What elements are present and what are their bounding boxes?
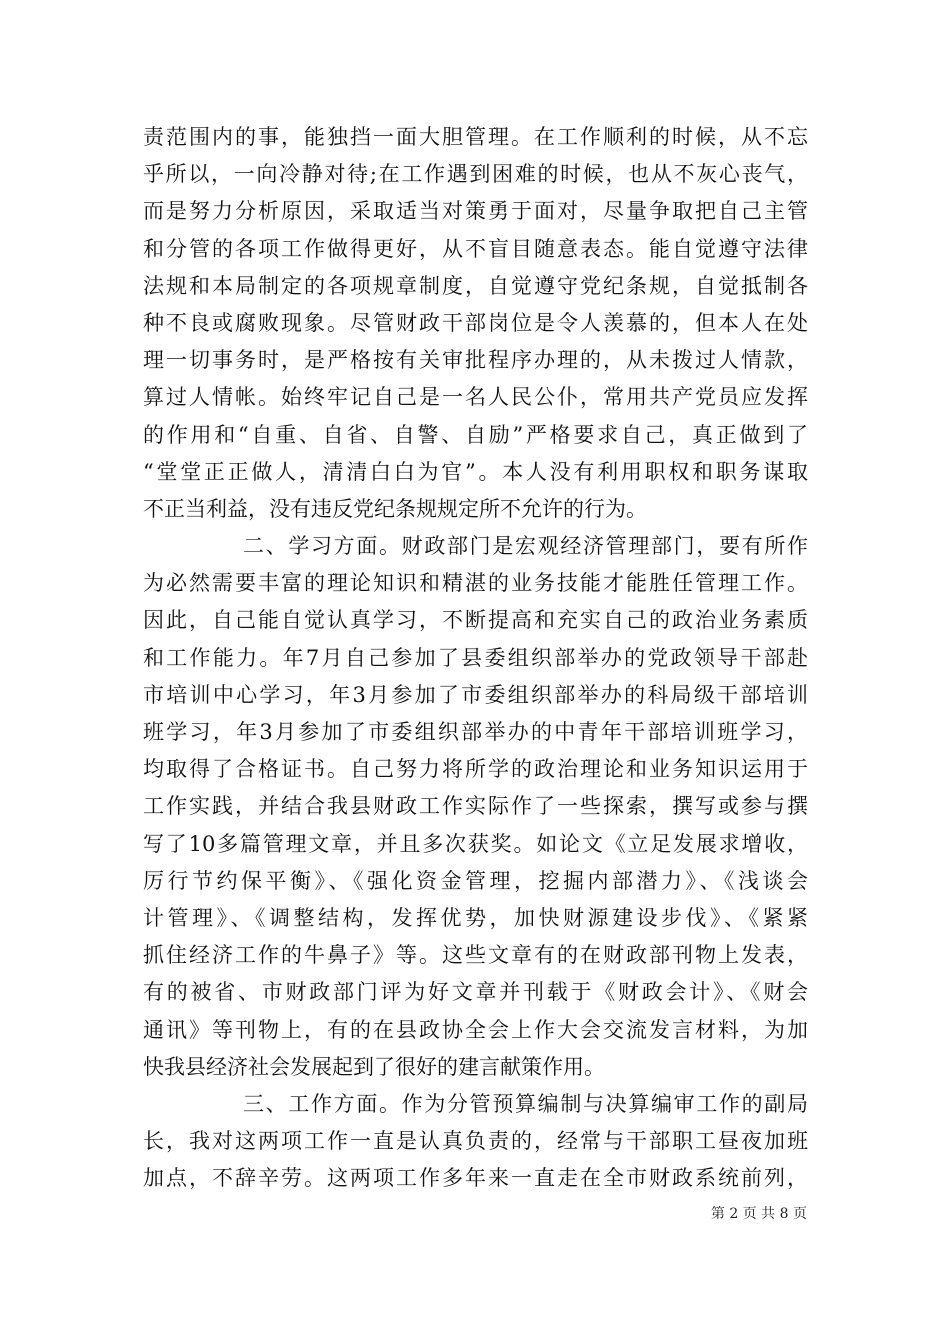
text-line: 的作用和“自重、自省、自警、自励”严格要求自己，真正做到了 [143, 422, 808, 447]
text-line: 抓住经济工作的牛鼻子》等。这些文章有的在财政部刊物上发表， [143, 943, 808, 968]
text-line: 不正当利益，没有违反党纪条规规定所不允许的行为。 [143, 496, 647, 521]
text-line: 为必然需要丰富的理论知识和精湛的业务技能才能胜任管理工作。 [143, 571, 808, 596]
text-line: 通讯》等刊物上，有的在县政协全会上作大会交流发言材料，为加 [143, 1017, 808, 1042]
text-line: 算过人情帐。始终牢记自己是一名人民公仆，常用共产党员应发挥 [143, 385, 808, 410]
text-line: 和分管的各项工作做得更好，从不盲目随意表态。能自觉遵守法律 [143, 236, 808, 261]
paragraph-1 [143, 119, 808, 528]
text-line: 长，我对这两项工作一直是认真负责的，经常与干部职工昼夜加班 [143, 1129, 808, 1154]
document-body [143, 119, 808, 1197]
text-line: 因此，自己能自觉认真学习，不断提高和充实自己的政治业务素质 [143, 608, 808, 633]
text-line: 写了10多篇管理文章，并且多次获奖。如论文《立足发展求增收， [143, 831, 808, 856]
section-heading-line: 二、学习方面。财政部门是宏观经济管理部门，要有所作 [243, 534, 808, 559]
text-line: “堂堂正正做人，清清白白为官”。本人没有利用职权和职务谋取 [143, 459, 808, 484]
text-line: 种不良或腐败现象。尽管财政干部岗位是令人羡慕的，但本人在处 [143, 310, 808, 335]
text-line: 工作实践，并结合我县财政工作实际作了一些探索，撰写或参与撰 [143, 794, 808, 819]
text-line: 加点，不辞辛劳。这两项工作多年来一直走在全市财政系统前列， [143, 1166, 808, 1191]
text-line: 班学习，年3月参加了市委组织部举办的中青年干部培训班学习， [143, 720, 808, 744]
text-line: 和工作能力。年7月自己参加了县委组织部举办的党政领导干部赴 [143, 645, 808, 670]
text-line: 而是努力分析原因，采取适当对策勇于面对，尽量争取把自己主管 [143, 199, 808, 224]
text-line: 责范围内的事，能独挡一面大胆管理。在工作顺利的时候，从不忘 [143, 125, 808, 149]
paragraph-3 [143, 1086, 808, 1198]
text-line: 理一切事务时，是严格按有关审批程序办理的，从未拨过人情款， [143, 348, 808, 373]
text-line: 计管理》、《调整结构，发挥优势，加快财源建设步伐》、《紧紧 [143, 905, 808, 930]
text-line: 市培训中心学习，年3月参加了市委组织部举办的科局级干部培训 [143, 682, 808, 707]
page-number: 第 2 页 共 8 页 [710, 1206, 807, 1222]
section-heading-line: 三、工作方面。作为分管预算编制与决算编审工作的副局 [243, 1091, 808, 1116]
text-line: 均取得了合格证书。自己努力将所学的政治理论和业务知识运用于 [143, 757, 808, 782]
text-line: 有的被省、市财政部门评为好文章并刊载于《财政会计》、《财会 [143, 980, 808, 1005]
text-line: 厉行节约保平衡》、《强化资金管理，挖掘内部潜力》、《浅谈会 [143, 868, 808, 893]
text-line: 法规和本局制定的各项规章制度，自觉遵守党纪条规，自觉抵制各 [143, 273, 808, 298]
text-line: 乎所以，一向冷静对待;在工作遇到困难的时候，也从不灰心丧气， [143, 162, 808, 187]
paragraph-2 [143, 528, 808, 1086]
text-line: 快我县经济社会发展起到了很好的建言献策作用。 [143, 1054, 605, 1079]
